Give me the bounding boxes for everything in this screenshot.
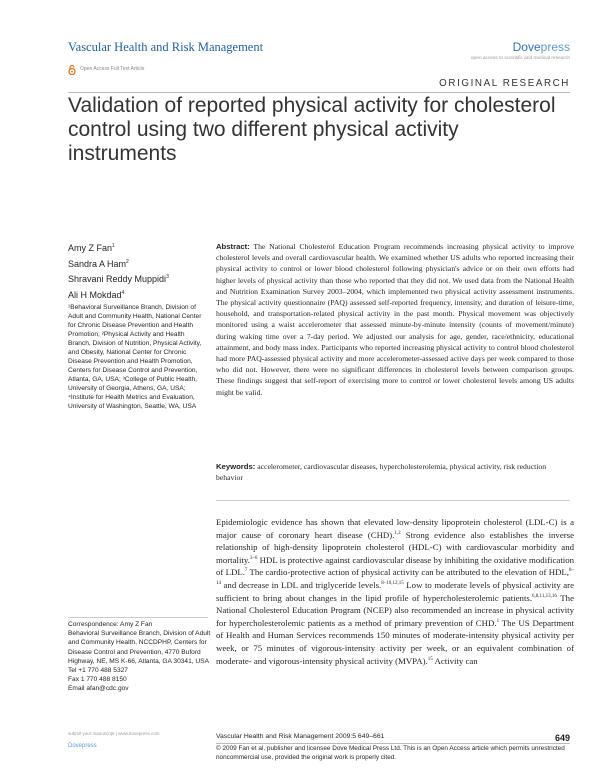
citation-ref[interactable]: 1 bbox=[496, 618, 500, 624]
open-access-icon bbox=[68, 65, 76, 75]
author: Amy Z Fan$^1$ bbox=[68, 243, 115, 253]
correspondence-email[interactable]: Email afan@cdc.gov bbox=[68, 685, 129, 693]
keywords-text: accelerometer, cardiovascular diseases, hypercholesterolemia, physical activity, risk reduction behavior bbox=[216, 462, 547, 483]
open-access-label: Open Access Full Text Article bbox=[80, 66, 145, 72]
correspondence bbox=[68, 620, 213, 694]
footer-divider bbox=[216, 743, 570, 744]
submit-manuscript-link[interactable]: submit your manuscript | www.dovepress.com bbox=[68, 731, 160, 736]
citation-ref[interactable]: 1,2 bbox=[394, 530, 401, 536]
correspondence-tel: Tel +1 770 488 5327 bbox=[68, 667, 128, 675]
copyright-notice: © 2009 Fan et al, publisher and licensee Dove Medical Press Ltd. This is an Open Access article which permits unrestricted noncommercial use, provided the original work is properly cited. bbox=[216, 745, 565, 761]
abstract bbox=[216, 241, 574, 398]
citation-ref[interactable]: 8–14 bbox=[216, 568, 575, 587]
citation-ref[interactable]: 6,8,11,13,16 bbox=[532, 593, 557, 599]
body-paragraph: Epidemiologic evidence has shown that elevated low-density lipoprotein cholesterol (LDL-C) is a major cause of coronary heart disease (CHD).$^{1,2}$ Strong evidence also establishes the inverse relationship of high-density lipoprotein cholesterol (HDL-C) with cardiovascular morbidity and mortality.$^{3-6}$ HDL is protective against cardiovascular disease by inhibiting the oxidative modification of LDL.$^7$ The cardio-protective action of physical activity can be attributed to the elevation of HDL,$^{8-14}$ and decrease in LDL and triglyceride levels.$^{8-10,12,15}$ Low to moderate levels of physical activity are sufficient to bring about changes in the lipid profile of hypercholesterolemic patients.$^{6,8,11,13,16}$ The National Cholesterol Education Program (NCEP) also recommended an increase in physical activity for hypercholesterolemic patients as a method of primary prevention of CHD.$^1$ The US Department of Health and Human Services recommends 150 minutes of moderate-intensity physical activity per week, or 75 minutes of vigorous-intensity activity per week, or an equivalent combination of moderate- and vigorous-intensity physical activity (MVPA).$^{15}$ Activity can bbox=[216, 517, 575, 666]
keywords-label: Keywords: bbox=[216, 462, 256, 471]
citation-ref[interactable]: 8–10,12,15 bbox=[381, 581, 404, 587]
author: Sandra A Ham$^2$ bbox=[68, 258, 129, 269]
correspondence-divider bbox=[68, 617, 208, 618]
citation-ref[interactable]: 7 bbox=[244, 568, 248, 574]
publisher-logo bbox=[513, 40, 570, 54]
article-title: Validation of reported physical activity for cholesterol control using two different physical activity instruments bbox=[68, 94, 556, 165]
author: Ali H Mokdad$^4$ bbox=[68, 289, 125, 300]
section-label: ORIGINAL RESEARCH bbox=[439, 78, 570, 89]
author: Shravani Reddy Muppidi$^3$ bbox=[68, 274, 169, 284]
citation-ref[interactable]: 3–6 bbox=[249, 555, 258, 561]
correspondence-address: Behavioral Surveillance Branch, Division of Adult and Community Health, NCCDPHP, Centers for Disease Control and Prevention, 4770 Buford Highway, NE, MS K-66, Atlanta, GA 30341, USA bbox=[68, 630, 211, 665]
journal-title: Vascular Health and Risk Management bbox=[68, 40, 264, 54]
publisher-tagline: open access to scientific and medical research bbox=[470, 56, 570, 61]
page-number: 649 bbox=[554, 733, 570, 743]
publisher-suffix: press bbox=[540, 40, 570, 54]
footer-citation: Vascular Health and Risk Management 2009:5 649–661 bbox=[216, 733, 385, 740]
footer-publisher: Dovepress bbox=[68, 743, 97, 749]
publisher-brand: Dove bbox=[512, 40, 541, 54]
abstract-divider bbox=[216, 500, 570, 501]
author-list bbox=[68, 240, 169, 302]
affiliations: ¹Behavioral Surveillance Branch, Division of Adult and Community Health, National Center for Chronic Disease Prevention and Health Promotion; ²Physical Activity and Health Branch, Division of Nutrition, Physical Activity, and Obesity, National Center for Chronic Disease Prevention and Health Promotion, Centers for Disease Control and Prevention, Atlanta, GA, USA; ³College of Public Health, University of Georgia, Athens, GA, USA; ⁴Institute for Health Metrics and Evaluation, University of Washington, Seattle, WA, USA bbox=[68, 304, 202, 410]
correspondence-label: Correspondence: Amy Z Fan bbox=[68, 621, 153, 628]
keywords bbox=[216, 461, 574, 483]
correspondence-fax: Fax 1 770 488 8150 bbox=[68, 676, 127, 684]
abstract-text: The National Cholesterol Education Program recommends increasing physical activity to improve cholesterol levels and overall cardiovascular health. We examined whether US adults who reported increasing their physical activity to control or lower blood cholesterol following physician's advice or on their own efforts had higher levels of physical activity than those who reported that they did not. We used data from the National Health and Nutrition Examination Survey 2003–2004, which implemented two physical activity assessment instruments. The physical activity questionnaire (PAQ) assessed self-reported frequency, intensity, and duration of leisure-time, household, and transportation-related physical activity in the past month. Physical movement was objectively monitored using a waist accelerometer that assessed minute-by-minute intensity (counts of movement/minute) during waking time over a 7-day period. We adjusted our analysis for age, gender, race/ethnicity, educational attainment, and body mass index. Participants who reported increasing physical activity to control blood cholesterol had more PAQ-assessed physical activity and more accelerometer-assessed active days per week compared to those who did not. However, there were no significant differences in cholesterol levels between comparison groups. These findings suggest that self-report of exercising more to control or lower cholesterol levels among US adults might be valid. bbox=[216, 242, 574, 397]
abstract-label: Abstract: bbox=[216, 242, 250, 251]
header-divider bbox=[68, 92, 570, 93]
citation-ref[interactable]: 15 bbox=[427, 656, 433, 662]
